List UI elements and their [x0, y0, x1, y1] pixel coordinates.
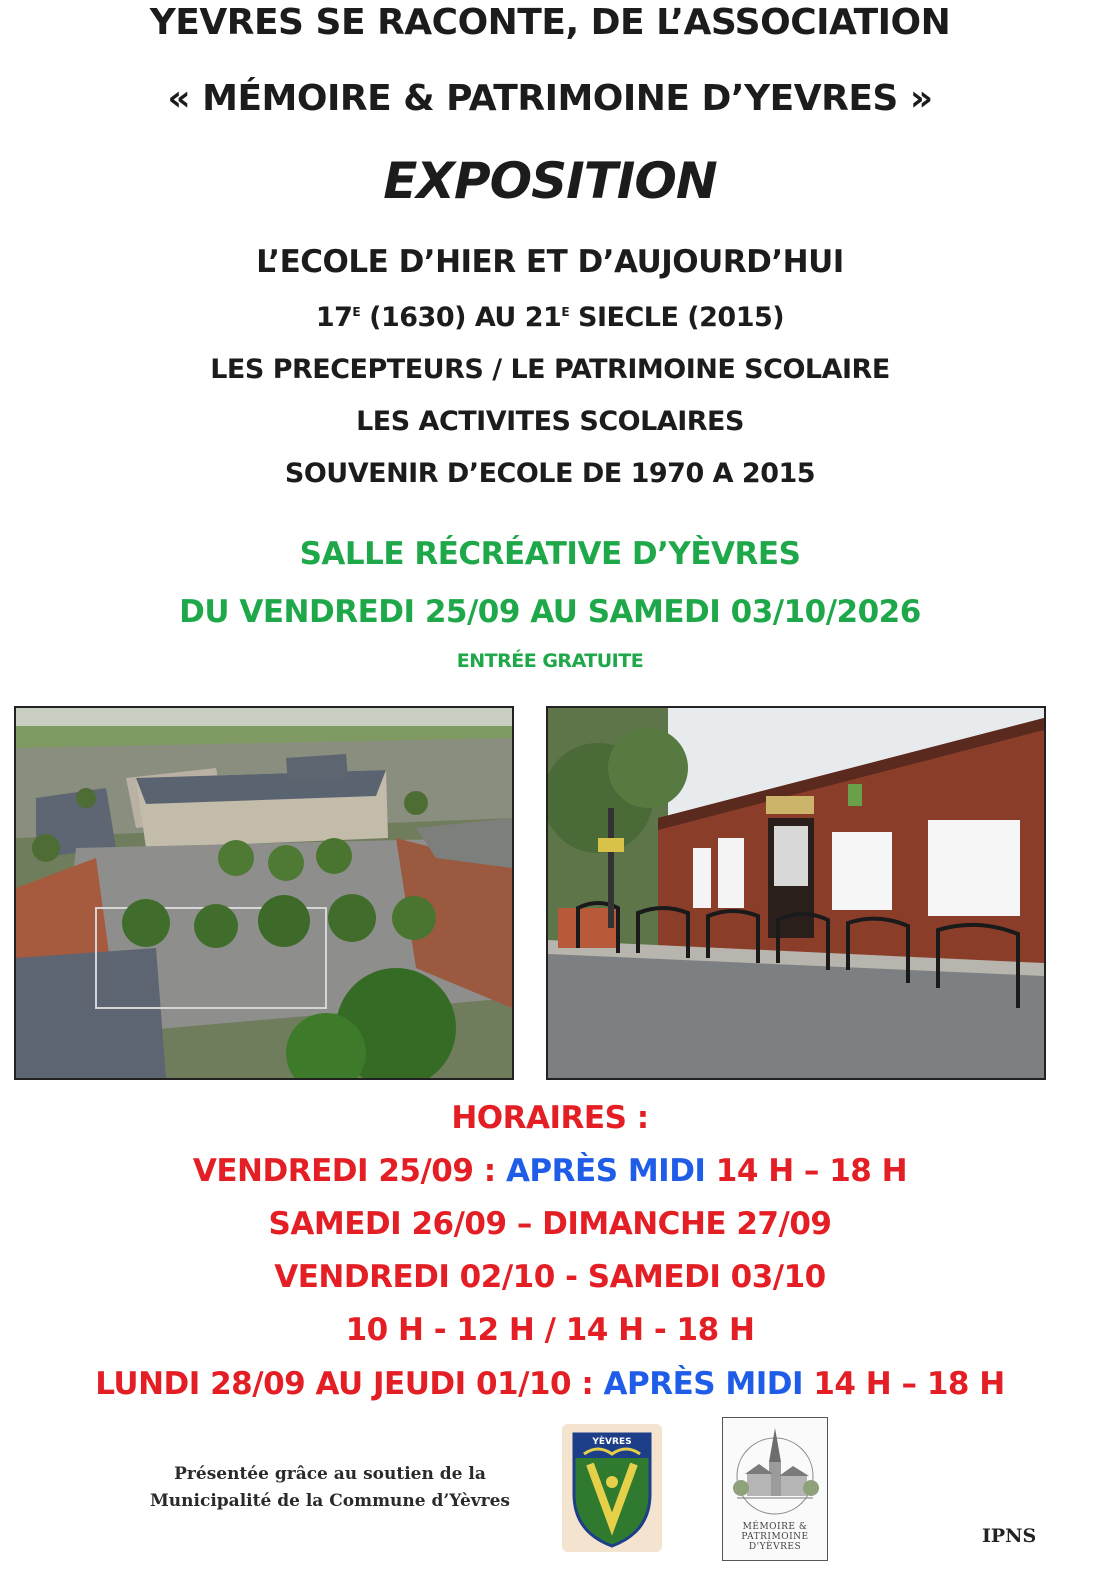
- schedule-row-5: [0, 1366, 1100, 1402]
- schedule-row-3: VENDREDI 02/10 - SAMEDI 03/10: [274, 1259, 826, 1295]
- topics-line-1: LES PRECEPTEURS / LE PATRIMOINE SCOLAIRE: [210, 354, 890, 385]
- sponsor-note: [120, 1461, 540, 1515]
- association-logo: [722, 1417, 828, 1561]
- event-admission: ENTRÉE GRATUITE: [456, 650, 644, 672]
- assoc-logo-line-1: MÉMOIRE &: [742, 1522, 808, 1532]
- schedule-row-1-afternoon: APRÈS MIDI: [505, 1153, 706, 1189]
- period-end: SIECLE (2015): [569, 302, 785, 333]
- period-superscript-1: E: [352, 305, 361, 319]
- header-line-2: « MÉMOIRE & PATRIMOINE D’YEVRES »: [167, 78, 933, 119]
- period-middle: (1630) AU 21: [360, 302, 562, 333]
- header-line-1: YEVRES SE RACONTE, DE L’ASSOCIATION: [149, 2, 951, 43]
- schedule-row-1-day: VENDREDI 25/09 :: [192, 1153, 506, 1189]
- sponsor-line-2: Municipalité de la Commune d’Yèvres: [149, 1491, 511, 1511]
- recreation-hall-photo: [546, 706, 1046, 1080]
- sponsor-line-1: Présentée grâce au soutien de la: [174, 1464, 486, 1484]
- school-aerial-photo: [14, 706, 514, 1080]
- ipns-mark: IPNS: [982, 1525, 1037, 1547]
- schedule-row-1-hours: 14 H – 18 H: [705, 1153, 908, 1189]
- exhibition-period: [0, 302, 1100, 333]
- schedule-row-4: 10 H - 12 H / 14 H - 18 H: [345, 1312, 755, 1348]
- assoc-logo-line-2: PATRIMOINE: [741, 1532, 809, 1542]
- event-venue: SALLE RÉCRÉATIVE D’YÈVRES: [299, 536, 801, 572]
- topics-line-3: SOUVENIR D’ECOLE DE 1970 A 2015: [284, 458, 816, 489]
- church-drawing-icon: [723, 1418, 827, 1518]
- exhibition-theme: L’ECOLE D’HIER ET D’AUJOURD’HUI: [256, 244, 844, 280]
- schedule-row-5-afternoon: APRÈS MIDI: [603, 1366, 804, 1402]
- schedule-row-5-hours: 14 H – 18 H: [803, 1366, 1005, 1402]
- schedule-heading: HORAIRES :: [451, 1100, 649, 1136]
- yevres-logo-text: YÈVRES: [592, 1437, 632, 1447]
- topics-line-2: LES ACTIVITES SCOLAIRES: [356, 406, 744, 437]
- event-dates: DU VENDREDI 25/09 AU SAMEDI 03/10/2026: [179, 594, 921, 630]
- yevres-coat-of-arms-logo: [562, 1424, 662, 1552]
- schedule-row-5-days: LUNDI 28/09 AU JEUDI 01/10 :: [95, 1366, 604, 1402]
- association-logo-text: [723, 1522, 827, 1552]
- period-superscript-2: E: [561, 305, 570, 319]
- period-start: 17: [315, 302, 353, 333]
- assoc-logo-line-3: D'YÈVRES: [748, 1542, 802, 1552]
- schedule-row-2: SAMEDI 26/09 – DIMANCHE 27/09: [268, 1206, 832, 1242]
- poster-title: EXPOSITION: [383, 152, 717, 210]
- schedule-row-1: [0, 1153, 1100, 1189]
